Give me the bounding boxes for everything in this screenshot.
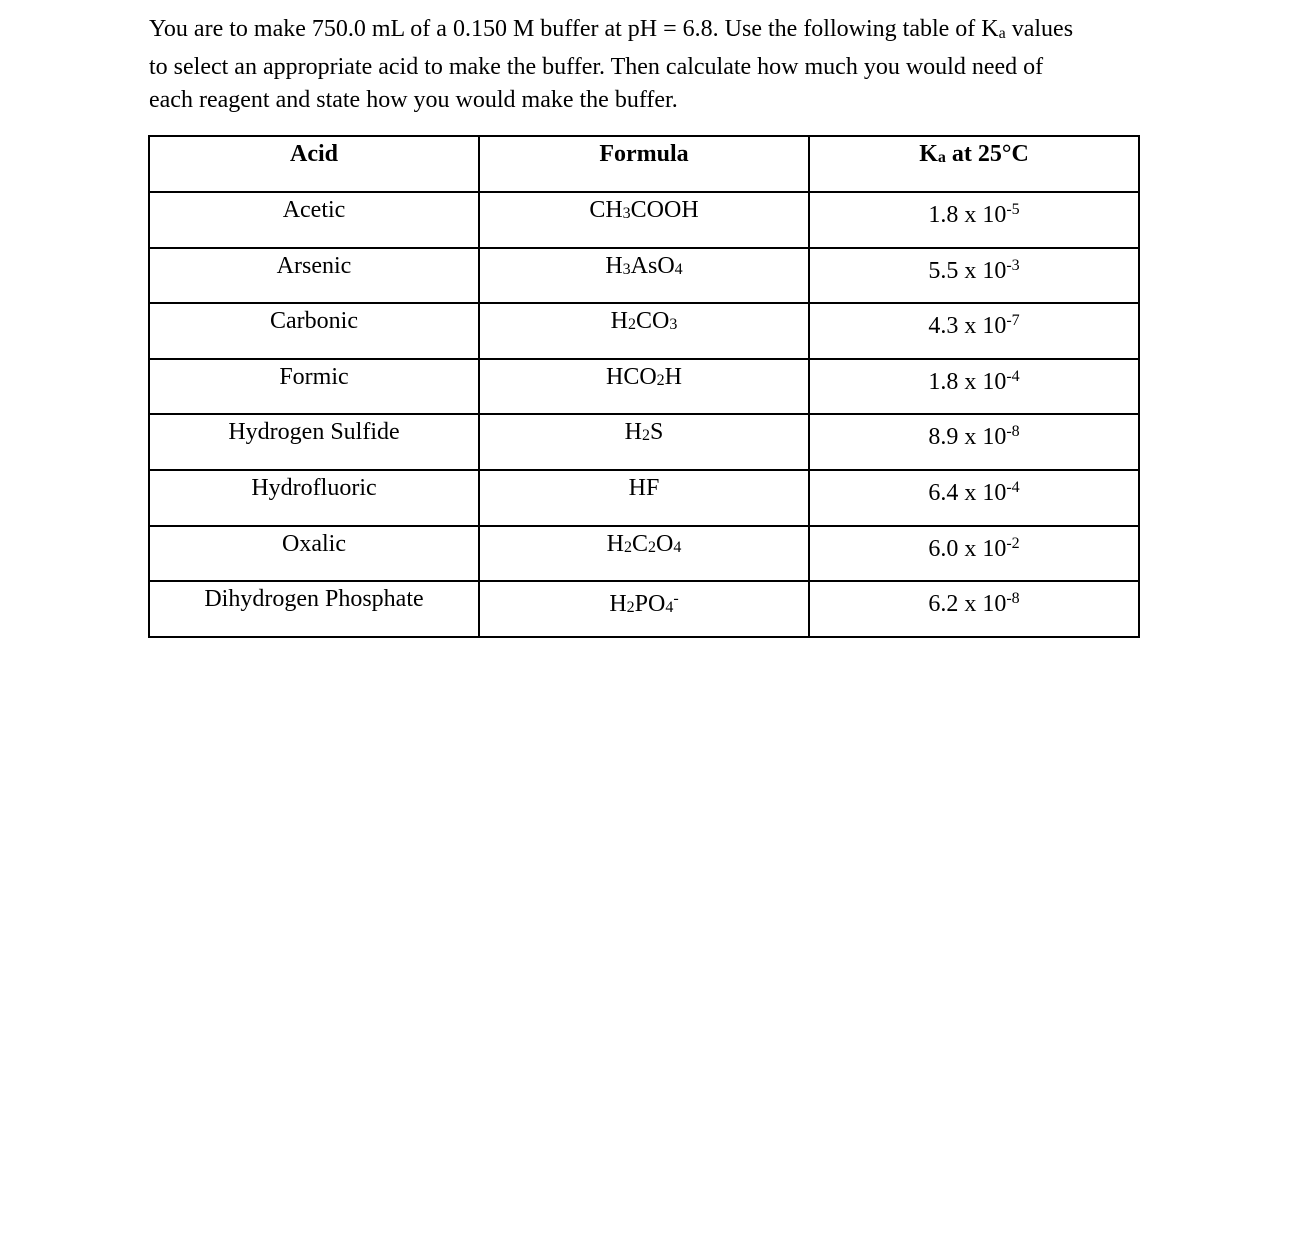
formula-subscript: 4 [673,538,682,556]
ka-exponent: -8 [1006,590,1020,608]
ka-value-cell [809,359,1139,415]
formula-cell [479,470,809,526]
acid-name-cell: Arsenic [149,248,479,304]
formula-text: H [664,363,682,390]
formula-subscript: 2 [628,316,636,334]
formula-text: H [610,308,628,335]
problem-statement [149,13,1149,118]
formula-text: CO [636,308,670,335]
table-row [149,470,1139,526]
ka-subscript: a [998,25,1006,42]
formula-text: AsO [630,252,675,279]
header-ka-symbol: K [919,141,938,167]
formula-cell [479,248,809,304]
formula-subscript: 2 [641,427,650,445]
formula-subscript: 3 [669,316,678,334]
formula-text: COOH [630,197,699,223]
problem-line-2: to select an appropriate acid to make the buffer. Then calculate how much you would need of [149,53,1044,80]
table-row [149,526,1139,582]
acid-name-cell: Dihydrogen Phosphate [149,581,479,637]
acid-name-cell: Acetic [149,192,479,248]
ka-mantissa: 1.8 x 10 [928,202,1007,228]
formula-subscript: 4 [674,260,683,278]
formula-cell [479,414,809,470]
table-row [149,248,1139,304]
table-row [149,303,1139,359]
ka-value-cell [809,192,1139,248]
table-row [149,192,1139,248]
ka-mantissa: 1.8 x 10 [928,368,1007,395]
table-row [149,414,1139,470]
ka-mantissa: 8.9 x 10 [928,424,1007,451]
ka-mantissa: 5.5 x 10 [928,257,1007,284]
ka-values-table [148,135,1140,638]
formula-subscript: 2 [648,538,656,556]
formula-text: H [606,530,624,557]
formula-subscript: 2 [656,371,665,389]
table-row [149,359,1139,415]
formula-text: PO [634,591,666,618]
ka-mantissa: 6.0 x 10 [928,535,1007,562]
acid-name-cell: Oxalic [149,526,479,582]
formula-text: H [609,591,627,618]
ka-exponent: -2 [1006,534,1020,552]
formula-text: H [605,252,623,279]
ka-mantissa: 6.2 x 10 [928,591,1007,618]
formula-cell [479,526,809,582]
formula-text: C [631,530,648,557]
ka-exponent: -4 [1006,367,1020,385]
table-row [149,581,1139,637]
ka-value-cell [809,303,1139,359]
formula-cell [479,359,809,415]
header-ka-temp: at 25°C [945,141,1029,167]
problem-line-1-text: You are to make 750.0 mL of a 0.150 M buffer at pH = 6.8. Use the following table of K [149,16,999,42]
formula-cell [479,192,809,248]
formula-text: HF [628,474,660,501]
ka-exponent: -4 [1006,478,1020,496]
header-ka [809,136,1139,192]
ka-exponent: -7 [1006,312,1020,330]
acid-name-cell: Hydrofluoric [149,470,479,526]
problem-line-3: each reagent and state how you would make the buffer. [149,87,678,113]
header-acid: Acid [149,136,479,192]
ka-value-cell [809,526,1139,582]
formula-subscript: 3 [622,205,631,222]
formula-subscript: 3 [622,260,631,278]
formula-superscript: - [673,590,679,608]
header-formula: Formula [479,136,809,192]
acid-name-cell: Formic [149,359,479,415]
formula-cell [479,303,809,359]
formula-text: CH [589,197,623,223]
problem-line-1 [149,13,1149,51]
ka-mantissa: 4.3 x 10 [928,313,1007,340]
header-ka-subscript: a [937,149,946,166]
acid-name-cell: Hydrogen Sulfide [149,414,479,470]
ka-value-cell [809,248,1139,304]
formula-subscript: 2 [623,538,632,556]
table-body [149,192,1139,637]
formula-text: H [624,419,642,446]
formula-text: O [656,530,674,557]
ka-value-cell [809,581,1139,637]
ka-value-cell [809,470,1139,526]
acid-name-cell: Carbonic [149,303,479,359]
ka-exponent: -5 [1006,201,1020,218]
formula-subscript: 4 [665,599,674,617]
ka-exponent: -8 [1006,423,1020,441]
ka-exponent: -3 [1006,256,1020,274]
formula-text: S [649,419,664,446]
table-header-row [149,136,1139,192]
formula-subscript: 2 [626,599,635,617]
formula-text: HCO [605,363,657,390]
ka-mantissa: 6.4 x 10 [928,479,1007,506]
formula-cell [479,581,809,637]
ka-value-cell [809,414,1139,470]
problem-line-1-end: values [1005,16,1074,42]
